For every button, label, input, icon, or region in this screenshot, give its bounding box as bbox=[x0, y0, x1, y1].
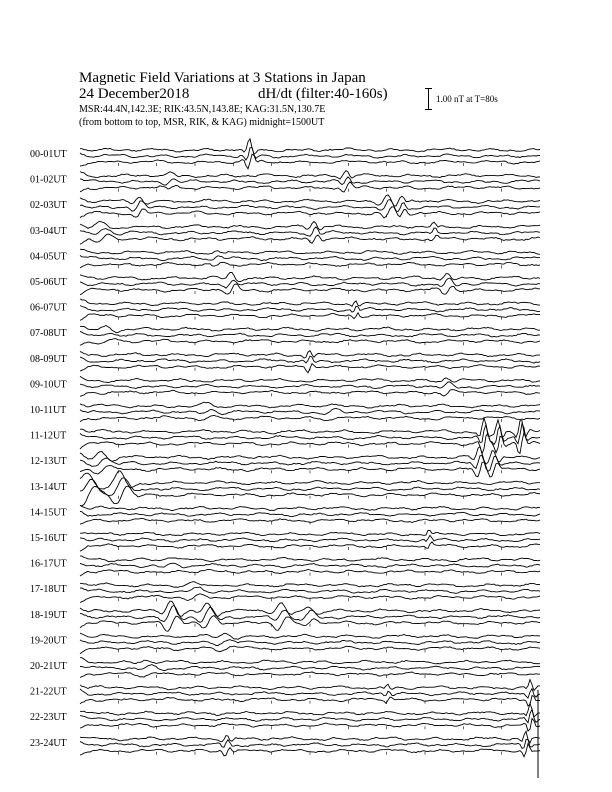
trace-RIK-16-17UT bbox=[80, 563, 540, 568]
hour-label-03-04UT: 03-04UT bbox=[30, 225, 67, 237]
trace-RIK-07-08UT bbox=[80, 331, 540, 337]
filter-label: dH/dt (filter:40-160s) bbox=[258, 86, 388, 102]
trace-RIK-22-23UT bbox=[80, 709, 540, 722]
trace-RIK-01-02UT bbox=[80, 177, 540, 185]
trace-KAG-18-19UT bbox=[80, 601, 540, 616]
trace-KAG-22-23UT bbox=[80, 703, 540, 716]
hour-label-05-06UT: 05-06UT bbox=[30, 277, 67, 288]
trace-KAG-21-22UT bbox=[80, 680, 540, 691]
hour-label-11-12UT: 11-12UT bbox=[30, 430, 67, 442]
trace-RIK-10-11UT bbox=[80, 408, 540, 414]
trace-KAG-06-07UT bbox=[80, 299, 540, 307]
hour-label-08-09UT: 08-09UT bbox=[30, 353, 67, 365]
trace-RIK-06-07UT bbox=[80, 306, 540, 313]
scale-label: 1.00 nT at T=80s bbox=[436, 94, 498, 104]
hour-label-22-23UT: 22-23UT bbox=[30, 712, 67, 724]
trace-KAG-02-03UT bbox=[80, 195, 540, 206]
trace-KAG-23-24UT bbox=[80, 731, 540, 743]
trace-RIK-19-20UT bbox=[80, 640, 540, 646]
hour-label-06-07UT: 06-07UT bbox=[30, 302, 67, 314]
hour-label-09-10UT: 09-10UT bbox=[30, 379, 67, 391]
hour-label-00-01UT: 00-01UT bbox=[30, 149, 67, 160]
trace-RIK-21-22UT bbox=[80, 689, 540, 699]
hour-label-23-24UT: 23-24UT bbox=[30, 737, 67, 749]
trace-RIK-11-12UT bbox=[80, 424, 540, 445]
station-coordinates: MSR:44.4N,142.3E; RIK:43.5N,143.8E; KAG:31.5N,130.7E bbox=[79, 104, 326, 115]
trace-KAG-14-15UT bbox=[80, 505, 540, 510]
hour-label-04-05UT: 04-05UT bbox=[30, 251, 67, 263]
trace-KAG-13-14UT bbox=[80, 471, 540, 489]
trace-RIK-09-10UT bbox=[80, 382, 540, 389]
hour-label-15-16UT: 15-16UT bbox=[30, 533, 67, 544]
hour-label-02-03UT: 02-03UT bbox=[30, 200, 67, 212]
trace-MSR-18-19UT bbox=[80, 616, 540, 632]
hour-label-01-02UT: 01-02UT bbox=[30, 174, 67, 186]
hour-label-21-22UT: 21-22UT bbox=[30, 686, 67, 698]
trace-RIK-04-05UT bbox=[80, 256, 540, 261]
trace-KAG-12-13UT bbox=[80, 447, 540, 465]
trace-KAG-01-02UT bbox=[80, 171, 540, 179]
hour-label-12-13UT: 12-13UT bbox=[30, 456, 67, 468]
hour-label-07-08UT: 07-08UT bbox=[30, 328, 67, 340]
hour-label-10-11UT: 10-11UT bbox=[30, 405, 67, 416]
trace-KAG-05-06UT bbox=[80, 273, 540, 282]
trace-RIK-20-21UT bbox=[80, 665, 540, 671]
trace-RIK-02-03UT bbox=[80, 200, 540, 212]
trace-RIK-13-14UT bbox=[80, 478, 540, 496]
trace-KAG-04-05UT bbox=[80, 249, 540, 254]
trace-KAG-19-20UT bbox=[80, 633, 540, 639]
trace-KAG-20-21UT bbox=[80, 658, 540, 664]
trace-RIK-14-15UT bbox=[80, 511, 540, 516]
trace-KAG-09-10UT bbox=[80, 376, 540, 382]
hour-label-17-18UT: 17-18UT bbox=[30, 584, 67, 596]
trace-KAG-16-17UT bbox=[80, 556, 540, 562]
trace-RIK-08-09UT bbox=[80, 356, 540, 363]
hour-label-14-15UT: 14-15UT bbox=[30, 507, 67, 519]
chart-title: Magnetic Field Variations at 3 Stations in Japan bbox=[79, 70, 366, 86]
hour-label-19-20UT: 19-20UT bbox=[30, 635, 67, 647]
trace-RIK-03-04UT bbox=[80, 227, 540, 236]
trace-KAG-15-16UT bbox=[80, 530, 540, 535]
trace-RIK-17-18UT bbox=[80, 587, 540, 593]
hour-label-18-19UT: 18-19UT bbox=[30, 609, 67, 621]
trace-KAG-00-01UT bbox=[80, 139, 540, 154]
trace-RIK-15-16UT bbox=[80, 535, 540, 542]
hour-label-20-21UT: 20-21UT bbox=[30, 661, 67, 672]
trace-KAG-03-04UT bbox=[80, 221, 540, 230]
trace-MSR-11-12UT bbox=[80, 433, 540, 454]
hour-label-16-17UT: 16-17UT bbox=[30, 558, 67, 570]
trace-KAG-07-08UT bbox=[80, 326, 540, 333]
trace-KAG-10-11UT bbox=[80, 402, 540, 408]
station-order-note: (from bottom to top, MSR, RIK, & KAG) midnight=1500UT bbox=[79, 117, 325, 128]
hour-label-13-14UT: 13-14UT bbox=[30, 481, 67, 493]
date-label: 24 December2018 bbox=[79, 86, 190, 102]
trace-RIK-23-24UT bbox=[80, 739, 540, 748]
trace-KAG-17-18UT bbox=[80, 582, 540, 588]
